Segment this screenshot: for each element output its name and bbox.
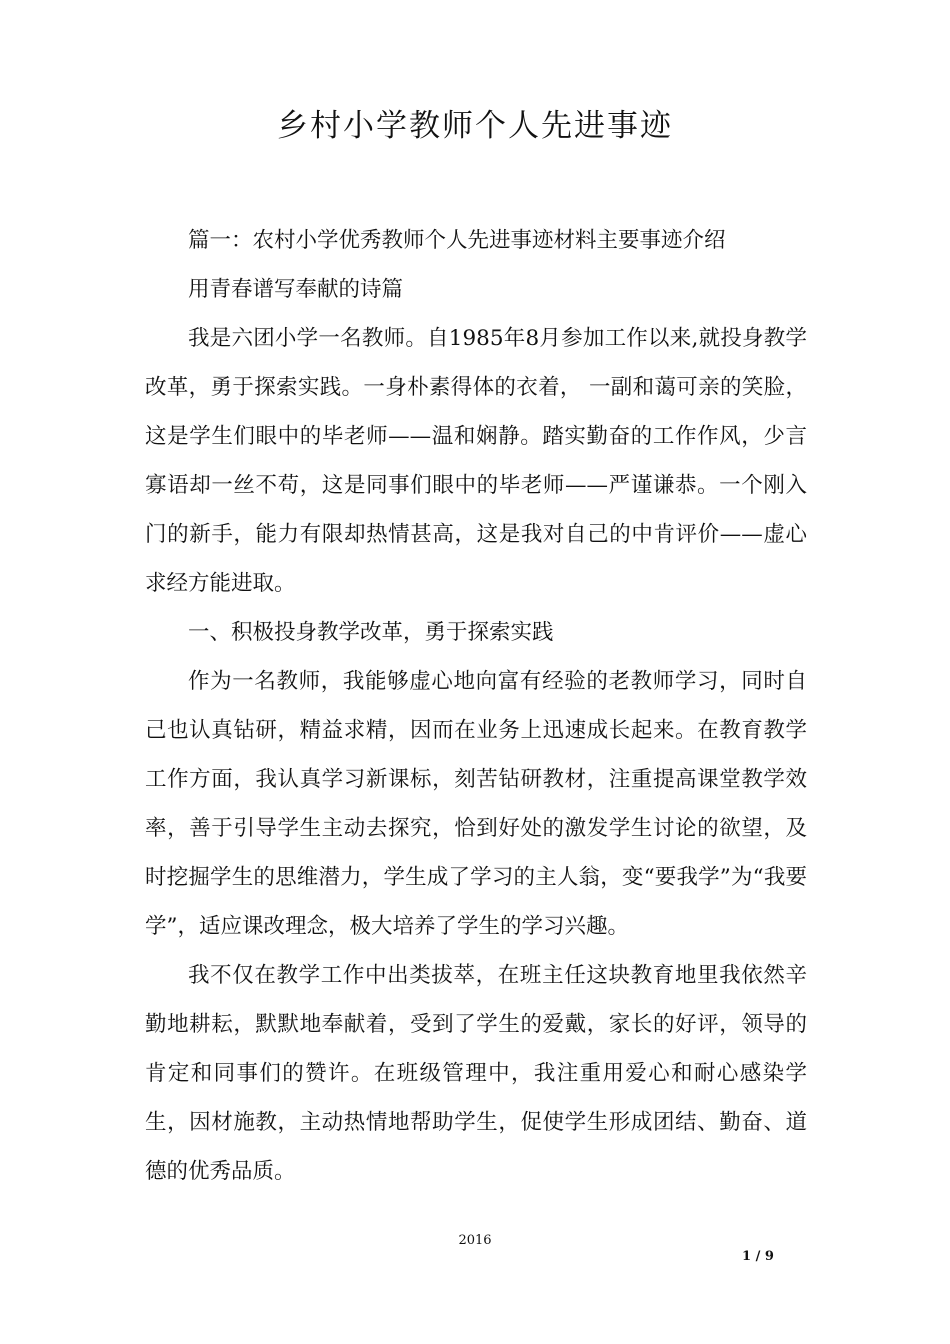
subtitle-paragraph: 用青春谱写奉献的诗篇 bbox=[188, 277, 404, 302]
body-paragraph: 作为一名教师，我能够虚心地向富有经验的老教师学习，同时自己也认真钻研，精益求精，因而在业务上迅速成长起来。在教育教学工作方面，我认真学习新课标，刻苦钻研教材，注重提高课堂教学效率，善于引导学生主动去探究，恰到好处的激发学生讨论的欲望，及时挖掘学生的思维潜力，学生成了学习的主人翁，变“要我学”为“我要学”，适应课改理念，极大培养了学生的学习兴趣。 bbox=[145, 669, 807, 939]
section-heading: 一、积极投身教学改革，勇于探索实践 bbox=[188, 620, 554, 645]
page-current: 1 bbox=[742, 1249, 752, 1264]
body-paragraph: 我是六团小学一名教师。自1985年8月参加工作以来,就投身教学改革，勇于探索实践。一身朴素得体的衣着， 一副和蔼可亲的笑脸，这是学生们眼中的毕老师——温和娴静。踏实勤奋的工作作风，少言寡语却一丝不苟，这是同事们眼中的毕老师——严谨谦恭。一个刚入门的新手，能力有限却热情甚高，这是我对自己的中肯评价——虚心求经方能进取。 bbox=[145, 326, 807, 596]
page-separator: / bbox=[755, 1249, 761, 1264]
footer-year: 2016 bbox=[458, 1233, 492, 1248]
document-body bbox=[145, 216, 807, 1196]
document-title: 乡村小学教师个人先进事迹 bbox=[277, 108, 673, 144]
body-paragraph: 我不仅在教学工作中出类拔萃，在班主任这块教育地里我依然辛勤地耕耘，默默地奉献着，受到了学生的爱戴，家长的好评，领导的肯定和同事们的赞许。在班级管理中，我注重用爱心和耐心感染学生，因材施教，主动热情地帮助学生，促使学生形成团结、勤奋、道德的优秀品质。 bbox=[145, 963, 807, 1184]
page-number bbox=[742, 1248, 774, 1266]
section-heading: 篇一：农村小学优秀教师个人先进事迹材料主要事迹介绍 bbox=[188, 228, 726, 253]
page-total: 9 bbox=[764, 1249, 774, 1264]
